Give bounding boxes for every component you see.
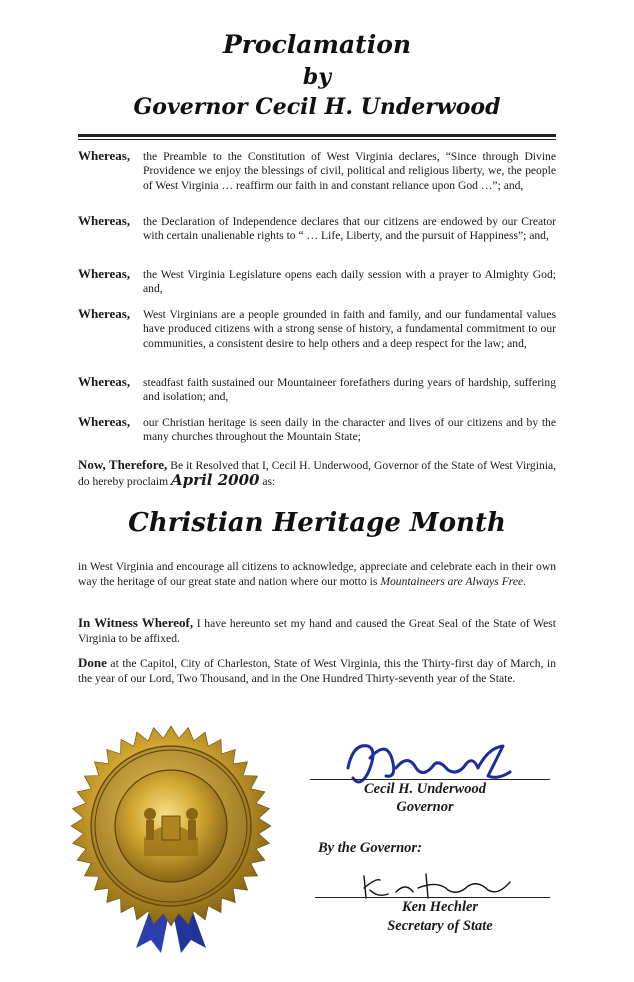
done-keyword: Done bbox=[78, 655, 107, 670]
secretary-title: Secretary of State bbox=[387, 918, 493, 934]
governor-name: Cecil H. Underwood bbox=[363, 781, 487, 797]
witness-text: I have hereunto set my hand and caused the Great Seal of the State of West Virginia to be affixed. bbox=[78, 617, 556, 645]
proclamation-by: by bbox=[302, 64, 332, 90]
whereas-keyword: Whereas, bbox=[78, 374, 131, 389]
therefore-keyword: Now, Therefore, bbox=[78, 457, 168, 472]
whereas-clause bbox=[78, 150, 556, 193]
great-seal-icon bbox=[66, 718, 276, 958]
whereas-text: West Virginians are a people grounded in faith and family, and our fundamental values have produced citizens with a strong sense of history, a fundamental commitment to our communities, a consistent desire to help others and a deep respect for the law; and, bbox=[143, 308, 556, 350]
whereas-text: steadfast faith sustained our Mountaineer forefathers during years of hardship, suffering and isolation; and, bbox=[143, 376, 556, 404]
whereas-clause bbox=[78, 268, 556, 297]
done-text: at the Capitol, City of Charleston, State of West Virginia, this the Thirty-first day of March, in the year of our Lord, Two Thousand, and in the One Hundred Thirty-seventh year of the State. bbox=[78, 657, 556, 685]
secretary-signature-line bbox=[315, 897, 550, 898]
whereas-text: the Declaration of Independence declares that our citizens are endowed by our Creator with certain unalienable rights to “ … Life, Liberty, and the pursuit of Happiness”; and, bbox=[143, 215, 556, 243]
done-paragraph bbox=[78, 655, 556, 686]
header-rule-thick bbox=[78, 134, 556, 137]
whereas-clause bbox=[78, 376, 556, 405]
header-rule-thin bbox=[78, 139, 556, 140]
therefore-text: Be it Resolved that I, Cecil H. Underwood, Governor of the State of West Virginia, do hereby proclaim bbox=[78, 459, 557, 488]
therefore-end: as: bbox=[259, 475, 276, 488]
proclaimed-month: April 2000 bbox=[171, 471, 260, 489]
witness-paragraph bbox=[78, 615, 556, 646]
heritage-month-title: Christian Heritage Month bbox=[128, 508, 506, 538]
governor-title: Governor bbox=[396, 799, 454, 815]
whereas-keyword: Whereas, bbox=[78, 266, 131, 281]
encourage-end: . bbox=[523, 575, 527, 588]
witness-keyword: In Witness Whereof, bbox=[78, 615, 194, 630]
whereas-keyword: Whereas, bbox=[78, 414, 131, 429]
whereas-clause bbox=[78, 308, 556, 351]
encourage-paragraph bbox=[78, 559, 556, 589]
therefore-paragraph bbox=[78, 457, 556, 489]
whereas-clause bbox=[78, 416, 556, 445]
whereas-text: the West Virginia Legislature opens each daily session with a prayer to Almighty God; and, bbox=[143, 268, 556, 296]
whereas-text: the Preamble to the Constitution of West Virginia declares, “Since through Divine Providence we enjoy the blessings of civil, political and religious liberty, we, the people of West Virginia … reaffirm our faith in and constant reliance upon God …”; and, bbox=[143, 150, 556, 192]
governor-heading: Governor Cecil H. Underwood bbox=[133, 94, 501, 120]
whereas-text: our Christian heritage is seen daily in the character and lives of our citizens and by the many churches throughout the Mountain State; bbox=[143, 416, 556, 444]
by-the-governor-label: By the Governor: bbox=[318, 840, 422, 856]
whereas-keyword: Whereas, bbox=[78, 306, 131, 321]
state-motto: Mountaineers are Always Free bbox=[380, 575, 524, 588]
governor-signature-line bbox=[310, 779, 550, 780]
whereas-keyword: Whereas, bbox=[78, 213, 131, 228]
whereas-clause bbox=[78, 215, 556, 244]
encourage-text: in West Virginia and encourage all citizens to acknowledge, appreciate and celebrate each in their own way the heritage of our great state and nation where our motto is bbox=[78, 560, 556, 588]
secretary-name: Ken Hechler bbox=[401, 899, 479, 915]
proclamation-title: Proclamation bbox=[222, 30, 412, 59]
whereas-keyword: Whereas, bbox=[78, 148, 131, 163]
